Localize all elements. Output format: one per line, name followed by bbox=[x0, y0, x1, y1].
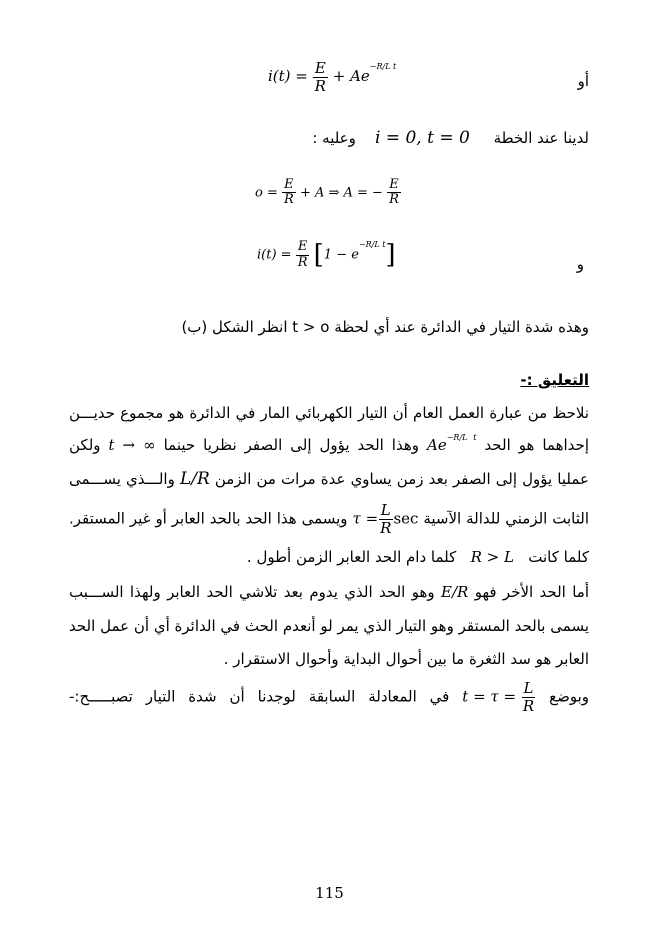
equation-2 bbox=[255, 178, 401, 208]
p2-term-text: Ae bbox=[427, 436, 447, 454]
p9-eq: t = τ = bbox=[462, 687, 517, 706]
p9-num: L bbox=[523, 679, 534, 697]
paragraph-line-7: يسمى بالحد المستقر وهو التيار الذي يمر لو أنعدم الحث في الدائرة أي أن عمل الحد bbox=[69, 617, 589, 635]
p4-b: ويسمى هذا الحد بالحد العابر أو غير المستقر. bbox=[69, 509, 348, 528]
label-or: أو bbox=[577, 72, 589, 90]
eq3-den: R bbox=[297, 254, 308, 270]
p2-term bbox=[427, 433, 477, 454]
p2-limit: t → ∞ bbox=[108, 436, 156, 454]
paragraph-line-9 bbox=[69, 680, 589, 714]
p3-a: عمليا يؤول إلى الصفر بعد زمن يساوي عدة مرات من الزمن bbox=[214, 470, 589, 488]
p2-a: إحداهما هو الحد bbox=[484, 436, 589, 454]
equation-3 bbox=[257, 240, 396, 270]
p3-fraction: L/R bbox=[179, 469, 210, 489]
p4-num: L bbox=[380, 501, 391, 519]
eq1-lhs: i(t) = bbox=[268, 67, 308, 85]
p4-a: الثابت الزمني للدالة الآسية bbox=[423, 509, 589, 528]
label-and: و bbox=[576, 255, 584, 273]
p2-exponent: −R/L t bbox=[446, 433, 477, 442]
paragraph-line-3 bbox=[69, 469, 589, 489]
initial-suffix: وعليه : bbox=[312, 129, 356, 147]
eq1-num: E bbox=[314, 59, 326, 77]
paragraph-line-6 bbox=[69, 583, 589, 601]
initial-condition-line bbox=[312, 128, 589, 148]
p9-den: R bbox=[522, 696, 535, 715]
eq2-den2: R bbox=[389, 192, 399, 208]
p4-tau: τ = bbox=[352, 509, 379, 528]
p2-c: ولكن bbox=[69, 436, 101, 454]
current-line: وهذه شدة التيار في الدائرة عند أي لحظة t > o انظر الشكل (ب) bbox=[181, 318, 589, 336]
p2-b: وهذا الحد يؤول إلى الصفر نظريا حينما bbox=[163, 436, 419, 454]
eq3-bracket: 1 − e bbox=[323, 247, 359, 263]
eq2-fraction-2 bbox=[387, 178, 401, 208]
paragraph-line-2 bbox=[69, 433, 589, 454]
paragraph-line-1: نلاحظ من عبارة العمل العام أن التيار الكهربائي المار في الدائرة هو مجموع حديـــن bbox=[69, 404, 589, 422]
page-number: 115 bbox=[315, 884, 344, 902]
p9-a: وبوضع bbox=[549, 687, 589, 706]
p3-b: والـــذي يســـمى bbox=[69, 470, 175, 488]
p6-a: أما الحد الأخر فهو bbox=[474, 583, 589, 601]
p4-sec: sec bbox=[393, 509, 419, 528]
paragraph-line-4 bbox=[69, 502, 589, 536]
eq1-plus: + Ae bbox=[332, 67, 370, 85]
eq3-left-bracket: [ bbox=[313, 240, 324, 270]
eq3-exponent: −R/L t bbox=[358, 239, 386, 249]
comment-heading: التعليق :- bbox=[520, 371, 589, 389]
equation-1 bbox=[268, 60, 396, 94]
paragraph-line-8: العابر هو سد الثغرة ما بين أحوال البداية وأحوال الاستقرار . bbox=[223, 650, 589, 668]
eq3-fraction bbox=[296, 240, 310, 270]
p5-b: كلما دام الحد العابر الزمن أطول . bbox=[246, 548, 457, 566]
p4-formula bbox=[353, 502, 419, 536]
eq1-den: R bbox=[314, 76, 326, 95]
p5-condition: R > L bbox=[470, 548, 514, 566]
eq2-den: R bbox=[284, 192, 294, 208]
eq3-right-bracket: ] bbox=[385, 240, 396, 270]
eq2-lhs: o = bbox=[255, 185, 278, 201]
eq2-fraction bbox=[282, 178, 296, 208]
eq3-num: E bbox=[297, 239, 308, 255]
p5-a: كلما كانت bbox=[528, 548, 589, 566]
eq1-exponent: −R/L t bbox=[369, 62, 397, 71]
eq2-num2: E bbox=[389, 177, 399, 192]
p4-fraction bbox=[378, 502, 393, 536]
eq2-mid: + A ⇒ A = − bbox=[299, 185, 383, 201]
eq3-lhs: i(t) = bbox=[257, 247, 292, 263]
eq1-fraction bbox=[313, 60, 328, 94]
p6-b: وهو الحد الذي يدوم بعد تلاشي الحد العابر ولهذا الســـبب bbox=[69, 583, 435, 601]
p4-den: R bbox=[380, 518, 392, 537]
p9-fraction bbox=[521, 680, 536, 714]
eq2-num: E bbox=[284, 177, 294, 192]
p9-formula bbox=[462, 680, 536, 714]
p6-term: E/R bbox=[441, 583, 469, 601]
initial-condition: i = 0, t = 0 bbox=[374, 128, 470, 148]
p9-b: في المعادلة السابقة لوجدنا أن شدة التيار تصبـــــح:- bbox=[69, 687, 450, 706]
paragraph-line-5 bbox=[247, 548, 589, 566]
initial-text: لدينا عند الخطة bbox=[493, 129, 589, 147]
